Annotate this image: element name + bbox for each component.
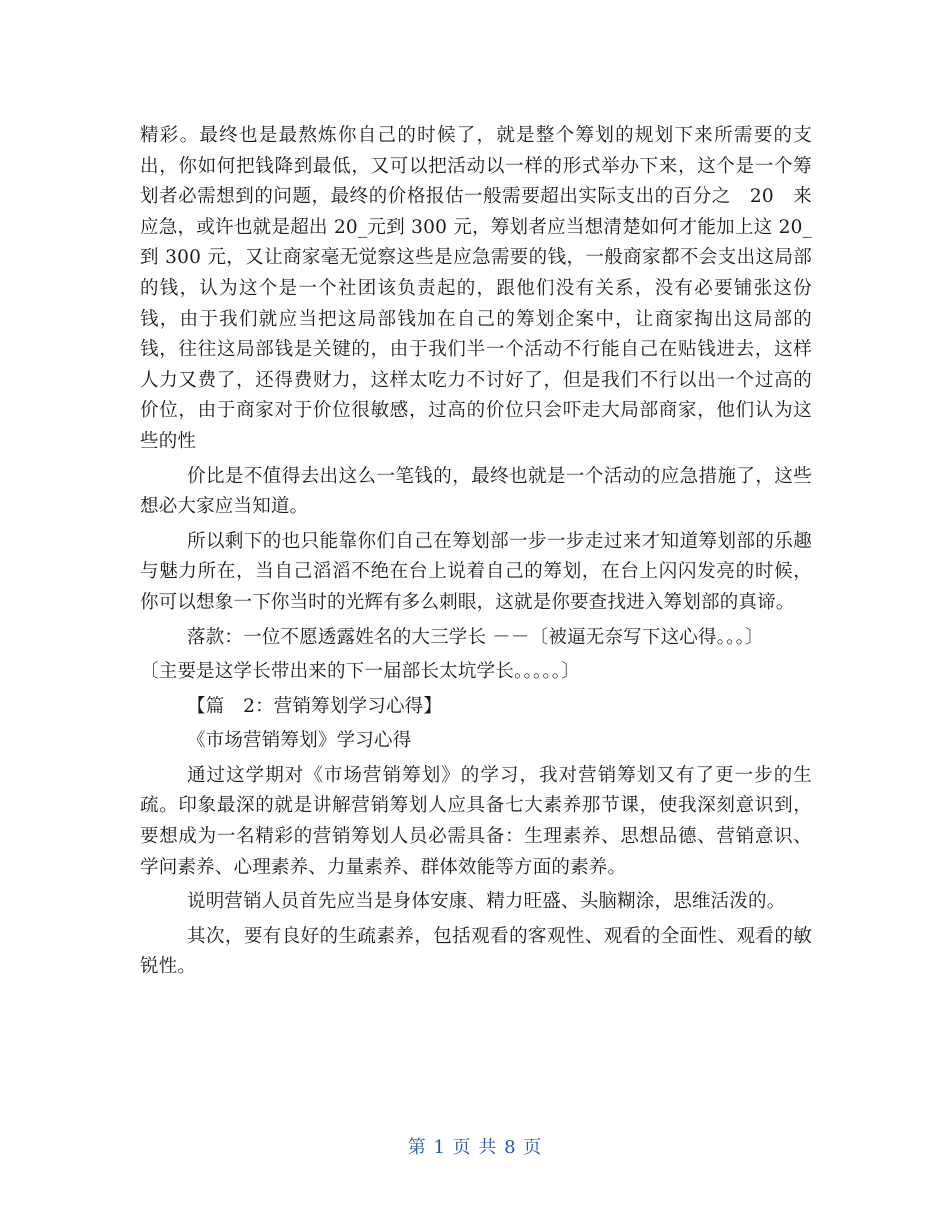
signature-note: 〔主要是这学长带出来的下一届部长太坑学长。。。。。〕	[140, 661, 580, 683]
section-heading: 【篇 2：营销筹划学习心得】	[187, 695, 443, 717]
paragraph-5: 说明营销人员首先应当是身体安康、精力旺盛、头脑糊涂，思维活泼的。	[187, 891, 786, 913]
article-title: 《市场营销筹划》学习心得	[187, 730, 412, 752]
signature-line: 落款：一位不愿透露姓名的大三学长 －－〔被逼无奈写下这心得。。。〕	[187, 626, 764, 648]
paragraph-1: 精彩。最终也是最熬炼你自己的时候了，就是整个筹划的规划下来所需要的支出，你如何把钱降到最低，又可以把活动以一样的形式举办下来，这个是一个筹划者必需想到的问题，最终的价格报估一般需要超出实际支出的百分之 20 来应急，或许也就是超出 20_元到 300 元，筹划者应当想清楚如何才能加上这 20_到 300 元，又让商家毫无觉察这些是应急需要的钱，一般商家都不会支出这局部的钱，认为这个是一个社团该负责起的，跟他们没有关系，没有必要铺张这份钱，由于我们就应当把这局部钱加在自己的筹划企案中，让商家掏出这局部的钱，往往这局部钱是关键的，由于我们半一个活动不行能自己在贴钱进去，这样人力又费了，还得费财力，这样太吃力不讨好了，但是我们不行以出一个过高的价位，由于商家对于价位很敏感，过高的价位只会吓走大局部商家，他们认为这些的性	[140, 125, 812, 452]
document-body	[140, 121, 812, 983]
paragraph-4: 通过这学期对《市场营销筹划》的学习，我对营销筹划又有了更一步的生疏。印象最深的就是讲解营销筹划人应具备七大素养那节课，使我深刻意识到，要想成为一名精彩的营销筹划人员必需具备：生理素养、思想品德、营销意识、学问素养、心理素养、力量素养、群体效能等方面的素养。	[140, 764, 812, 878]
paragraph-3: 所以剩下的也只能靠你们自己在筹划部一步一步走过来才知道筹划部的乐趣与魅力所在，当自己滔滔不绝在台上说着自己的筹划，在台上闪闪发亮的时候，你可以想象一下你当时的光辉有多么刺眼，这就是你要查找进入筹划部的真谛。	[140, 530, 812, 613]
paragraph-6: 其次，要有良好的生疏素养，包括观看的客观性、观看的全面性、观看的敏锐性。	[140, 925, 812, 978]
paragraph-2: 价比是不值得去出这么一笔钱的，最终也就是一个活动的应急措施了，这些想必大家应当知道。	[140, 465, 812, 518]
page-number-footer: 第 1 页 共 8 页	[407, 1137, 543, 1158]
